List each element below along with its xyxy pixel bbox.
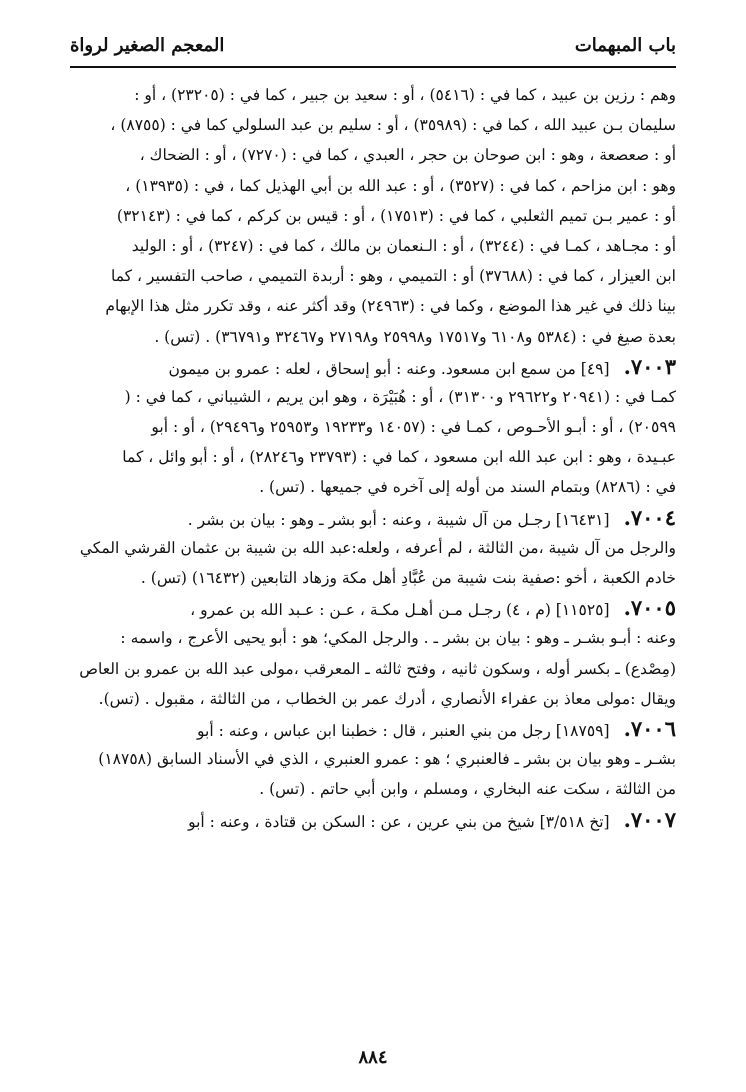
- page-number: ٨٨٤: [358, 1047, 388, 1068]
- text-line: [70, 684, 676, 714]
- line-text: والرجل من آل شيبة ،من الثالثة ، لم أعرفه ، ولعله:عبد الله بن شيبة بن عثمان القرشي المكي: [79, 538, 676, 557]
- entry-heading-line: [70, 714, 676, 744]
- entry-heading-line: [70, 352, 676, 382]
- header-right-title: باب المبهمات: [574, 34, 676, 56]
- entry-number: ٧٠٠٥.: [623, 595, 676, 621]
- text-line: [70, 171, 676, 201]
- line-text: سليمان بـن عبيد الله ، كما في : (٣٥٩٨٩) ، أو : سليم بن عبد السلولي كما في : (٨٧٥٥) ،: [110, 116, 676, 135]
- text-line: [70, 533, 676, 563]
- line-text: من الثالثة ، سكت عنه البخاري ، ومسلم ، وابن أبي حاتم . (تس) .: [259, 780, 676, 799]
- line-text: ٢٠٥٩٩) ، أو : أبـو الأحـوص ، كمـا في : (١٤٠٥٧ و١٩٢٣٣ و٢٥٩٥٣ و٢٩٤٩٦) ، أو : أبو: [151, 418, 676, 437]
- line-text: (مِصْدع) ـ بكسر أوله ، وسكون ثانيه ، وفتح ثالثه ـ المعرقب ،مولى عبد الله بن عمرو بن العاص: [79, 659, 676, 678]
- page-body-text: [70, 80, 676, 1032]
- entry-number: ٧٠٠٧.: [623, 806, 676, 832]
- line-text: وعنه : أبـو بشـر ـ وهو : بيان بن بشر ـ . والرجل المكي؛ هو : أبو يحيى الأعرج ، واسمه :: [120, 629, 676, 648]
- entry-heading-line: [70, 805, 676, 835]
- line-text: [١٨٧٥٩] رجل من بني العنبر ، قال : خطبنا ابن عباس ، وعنه : أبو: [197, 721, 610, 740]
- text-line: [70, 291, 676, 321]
- header-left-title: المعجم الصغير لرواة: [70, 34, 225, 56]
- line-text: ويقال :مولى معاذ بن عفراء الأنصاري ، أدرك عمر بن الخطاب ، من الثالثة ، مقبول . (تس).: [98, 689, 676, 708]
- text-line: [70, 563, 676, 593]
- line-text: في : (٨٢٨٦) وبتمام السند من أوله إلى آخره في جميعها . (تس) .: [259, 478, 676, 497]
- line-text: [٤٩] من سمع ابن مسعود. وعنه : أبو إسحاق ، لعله : عمرو بن ميمون: [168, 359, 610, 378]
- line-text: [١١٥٢٥] (م ، ٤) رجـل مـن أهـل مكـة ، عـن : عـبد الله بن عمرو ،: [190, 601, 610, 620]
- line-text: [١٦٤٣١] رجـل من آل شيبة ، وعنه : أبو بشر ـ وهو : بيان بن بشر .: [187, 510, 610, 529]
- text-line: [70, 110, 676, 140]
- text-line: [70, 774, 676, 804]
- line-text: كمـا في : (٢٠٩٤١ و٢٩٦٢٢ و٣١٣٠٠) ، أو : هُبَيْرَة ، وهو ابن يريم ، الشيباني ، كما في : (: [124, 387, 676, 406]
- line-text: أو : عمير بـن تميم الثعلبي ، كما في : (١٧٥١٣) ، أو : قيس بن كركم ، كما في : (٣٢١٤٣): [116, 206, 676, 225]
- text-line: [70, 322, 676, 352]
- text-line: [70, 201, 676, 231]
- text-line: [70, 623, 676, 653]
- text-line: [70, 472, 676, 502]
- text-line: [70, 442, 676, 472]
- text-line: [70, 231, 676, 261]
- entry-number: ٧٠٠٤.: [623, 504, 676, 530]
- entry-number: ٧٠٠٦.: [623, 715, 676, 741]
- line-text: بينا ذلك في غير هذا الموضع ، وكما في : (٢٤٩٦٣) وقد أكثر عنه ، وقد تكرر مثل هذا الإبهام: [105, 297, 676, 316]
- entry-number: ٧٠٠٣.: [623, 353, 676, 379]
- entry-heading-line: [70, 593, 676, 623]
- line-text: أو : صعصعة ، وهو : ابن صوحان بن حجر ، العبدي ، كما في : (٧٢٧٠) ، أو : الضحاك ،: [139, 146, 676, 165]
- text-line: [70, 140, 676, 170]
- text-line: [70, 654, 676, 684]
- line-text: ابن العيزار ، كما في : (٣٧٦٨٨) أو : التميمي ، وهو : أربدة التميمي ، صاحب التفسير ، كما: [110, 267, 676, 286]
- entry-heading-line: [70, 503, 676, 533]
- text-line: [70, 744, 676, 774]
- text-line: [70, 382, 676, 412]
- text-line: [70, 412, 676, 442]
- header-rule: [70, 66, 676, 68]
- line-text: وهم : رزين بن عبيد ، كما في : (٥٤١٦) ، أو : سعيد بن جبير ، كما في : (٢٣٢٠٥) ، أو :: [134, 86, 676, 104]
- text-line: [70, 80, 676, 110]
- line-text: بشـر ـ وهو بيان بن بشر ـ فالعنبري ؛ هو : عمرو العنبري ، الذي في الأسناد السابق (١٨٧٥٨): [98, 750, 676, 769]
- line-text: [تخ ٣/٥١٨] شيخ من بني عرين ، عن : السكن بن قتادة ، وعنه : أبو: [188, 812, 610, 831]
- line-text: خادم الكعبة ، أخو :صفية بنت شيبة من عُبَّادِ أهل مكة وزهاد التابعين (١٦٤٣٢) (تس) .: [140, 569, 676, 587]
- line-text: عبـيدة ، وهو : ابن عبد الله ابن مسعود ، كما في : (٢٣٧٩٣ و٢٨٢٤٦) ، أو : أبو وائل ، كما: [122, 448, 676, 467]
- line-text: أو : مجـاهد ، كمـا في : (٣٢٤٤) ، أو : الـنعمان بن مالك ، كما في : (٣٢٤٧) ، أو : الوليد: [131, 236, 676, 255]
- line-text: وهو : ابن مزاحم ، كما في : (٣٥٢٧) ، أو : عبد الله بن أبي الهذيل كما ، في : (١٣٩٣٥) ،: [125, 176, 676, 195]
- running-header: [70, 28, 676, 62]
- line-text: بعدة صيغ في : (٥٣٨٤ و٦١٠٨ و١٧٥١٧ و٢٥٩٩٨ و٢٧١٩٨ و٣٢٤٦٧ و٣٦٧٩١) . (تس) .: [154, 327, 676, 346]
- text-line: [70, 261, 676, 291]
